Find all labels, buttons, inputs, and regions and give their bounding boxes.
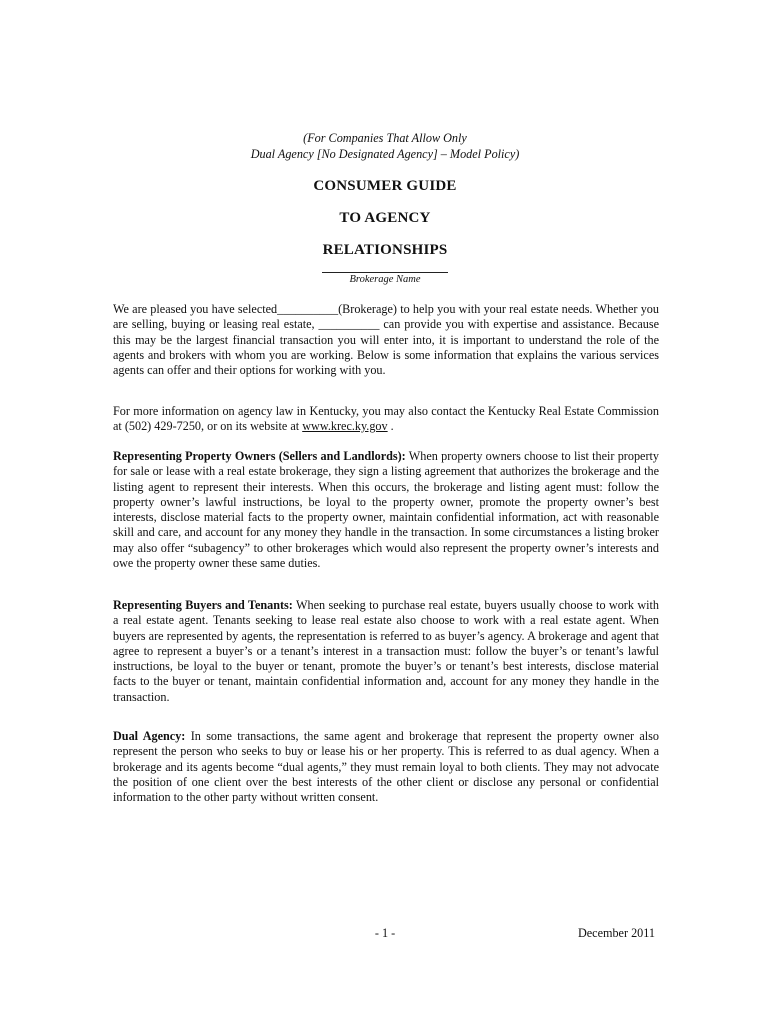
footer-date: December 2011: [577, 926, 655, 940]
buyers-heading: Representing Buyers and Tenants:: [113, 598, 293, 612]
dual-agency-paragraph: [113, 729, 659, 805]
info-text: For more information on agency law in Kentucky, you may also contact the Kentucky Real Estate Commission at (502) 429-7250, or on its website at: [113, 404, 659, 434]
info-text-end: .: [387, 419, 394, 434]
intro-text: We are pleased you have selected__________(Brokerage) to help you with your real estate needs. Whether you are selling, buying or leasing real estate, __________ can provide you with expertise and assistance. Because this may be the largest financial transaction you will enter into, it is important to understand the role of the agents and brokers with whom you are working. Below is some information that explains the various services agents can offer and their options for working with you.: [113, 302, 659, 378]
title-line-3: RELATIONSHIPS: [322, 242, 448, 258]
buyers-text: When seeking to purchase real estate, buyers usually choose to work with a real estate agent. Tenants seeking to lease real estate also choose to work with a real estate agent. When buyers are represented by agents, the representation is referred to as buyer’s agency. A brokerage and agent that agree to represent a buyer’s or a tenant’s interest in a transaction must: follow the buyer’s or tenant’s lawful instructions, be loyal to the buyer or tenant, promote the buyer’s or tenant’s best interests, disclose material facts to the buyer or tenant, maintain confidential information and, account for any money they handle in the transaction.: [113, 598, 659, 704]
page-number: - 1 -: [374, 926, 396, 940]
dual-agency-heading: Dual Agency:: [113, 729, 186, 743]
policy-subtitle-line-2: Dual Agency [No Designated Agency] – Model Policy): [250, 147, 520, 161]
owners-text: When property owners choose to list their property for sale or lease with a real estate brokerage, they sign a listing agreement that authorizes the brokerage and the listing agent to represent their interests. When this occurs, the brokerage and listing agent must: follow the property owner’s lawful instructions, be loyal to the property owner, promote the property owner’s best interests, disclose material facts to the property owner, maintain confidential information, act with reasonable skill and care, and account for any money they handle in the transaction. In some circumstances a listing broker may also offer “subagency” to other brokerages which would also represent the property owner’s interests and owe the property owner these same duties.: [113, 449, 660, 571]
info-paragraph: [113, 404, 659, 435]
intro-paragraph: [113, 302, 659, 378]
brokerage-name-line: [322, 272, 448, 273]
owners-heading: Representing Property Owners (Sellers and Landlords):: [113, 449, 406, 463]
title-line-2: TO AGENCY: [339, 210, 431, 226]
dual-agency-text: In some transactions, the same agent and brokerage that represent the property owner also represent the person who seeks to buy or lease his or her property. This is referred to as dual agency. When a brokerage and its agents become “dual agents,” they must remain loyal to both clients. They may not advocate the position of one client over the best interests of the other client or disclose any personal or confidential information to the other party without written consent.: [113, 729, 660, 805]
krec-website-link[interactable]: www.krec.ky.gov: [302, 419, 388, 434]
buyers-paragraph: [113, 598, 659, 705]
policy-subtitle-line-1: (For Companies That Allow Only: [303, 131, 467, 145]
brokerage-name-label: Brokerage Name: [349, 274, 421, 285]
title-line-1: CONSUMER GUIDE: [313, 178, 457, 194]
owners-paragraph: [113, 449, 659, 571]
